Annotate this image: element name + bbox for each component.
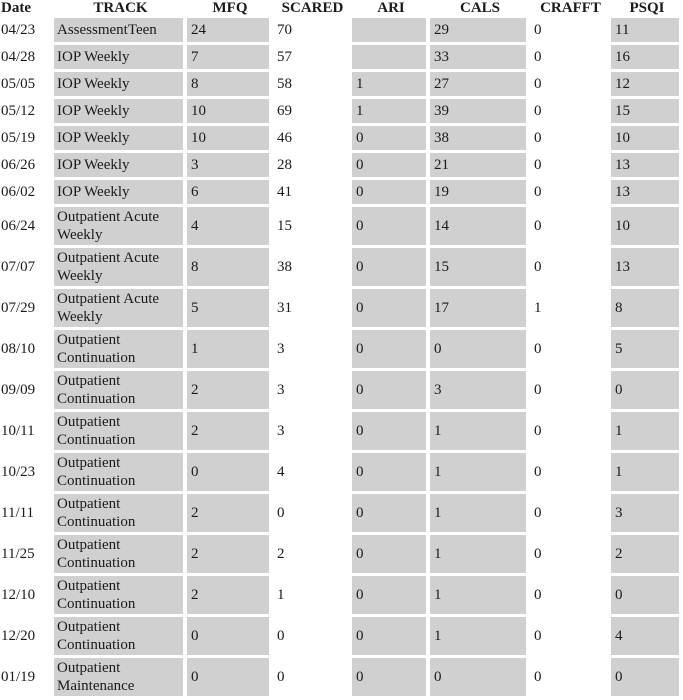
table-cell-ari: 0 (352, 126, 430, 153)
table-cell-cals: 17 (430, 289, 530, 330)
table-cell-crafft: 0 (530, 248, 611, 289)
table-cell-scared: 3 (273, 412, 352, 453)
table-cell-scared: 58 (273, 72, 352, 99)
table-cell-cals: 14 (430, 207, 530, 248)
table-cell-psqi: 8 (611, 289, 683, 330)
table-cell-psqi: 1 (611, 412, 683, 453)
table-cell-ari: 1 (352, 99, 430, 126)
table-cell-mfq: 0 (187, 617, 273, 658)
table-cell-crafft: 1 (530, 289, 611, 330)
table-cell-psqi: 3 (611, 494, 683, 535)
table-cell-mfq: 8 (187, 72, 273, 99)
table-cell-scared: 28 (273, 153, 352, 180)
table-cell-cals: 0 (430, 658, 530, 696)
table-cell-track: Outpatient Maintenance (54, 658, 187, 696)
table-cell-mfq: 3 (187, 153, 273, 180)
table-row (0, 45, 683, 72)
table-cell-crafft: 0 (530, 72, 611, 99)
table-cell-track: IOP Weekly (54, 180, 187, 207)
table-cell-date: 07/29 (0, 289, 54, 330)
column-header-track: TRACK (93, 0, 148, 16)
table-header (0, 0, 683, 18)
table-cell-cals: 15 (430, 248, 530, 289)
table-cell-track: Outpatient Continuation (54, 453, 187, 494)
table-cell-track: IOP Weekly (54, 99, 187, 126)
table-cell-track: Outpatient Acute Weekly (54, 248, 187, 289)
table-cell-psqi: 0 (611, 371, 683, 412)
table-row (0, 330, 683, 371)
table-cell-ari: 0 (352, 576, 430, 617)
table-cell-date: 10/23 (0, 453, 54, 494)
table-cell-date: 09/09 (0, 371, 54, 412)
table-cell-date: 10/11 (0, 412, 54, 453)
table-cell-ari (352, 18, 430, 45)
table-cell-psqi: 13 (611, 153, 683, 180)
table-cell-crafft: 0 (530, 18, 611, 45)
table-cell-mfq: 0 (187, 658, 273, 696)
table-cell-scared: 1 (273, 576, 352, 617)
table-cell-psqi: 12 (611, 72, 683, 99)
table-cell-cals: 39 (430, 99, 530, 126)
table-cell-track: Outpatient Continuation (54, 576, 187, 617)
table-cell-date: 06/26 (0, 153, 54, 180)
table-cell-crafft: 0 (530, 617, 611, 658)
table-cell-ari: 0 (352, 658, 430, 696)
table-cell-psqi: 1 (611, 453, 683, 494)
table-cell-track: Outpatient Continuation (54, 412, 187, 453)
table-cell-ari (352, 45, 430, 72)
column-header-psqi: PSQI (629, 0, 665, 16)
table-cell-crafft: 0 (530, 371, 611, 412)
table-cell-scared: 46 (273, 126, 352, 153)
table-cell-cals: 1 (430, 494, 530, 535)
table-cell-track: IOP Weekly (54, 45, 187, 72)
table-cell-scared: 0 (273, 617, 352, 658)
table-row (0, 126, 683, 153)
table-cell-track: Outpatient Acute Weekly (54, 207, 187, 248)
table-cell-date: 05/19 (0, 126, 54, 153)
table-row (0, 72, 683, 99)
table-cell-cals: 1 (430, 576, 530, 617)
table-cell-date: 05/12 (0, 99, 54, 126)
table-cell-mfq: 24 (187, 18, 273, 45)
table-cell-crafft: 0 (530, 153, 611, 180)
table-cell-mfq: 10 (187, 126, 273, 153)
table-row (0, 248, 683, 289)
table-cell-date: 04/23 (0, 18, 54, 45)
table-cell-mfq: 2 (187, 412, 273, 453)
table-cell-date: 11/25 (0, 535, 54, 576)
column-header-date: Date (1, 0, 31, 16)
table-row (0, 289, 683, 330)
table-cell-ari: 0 (352, 617, 430, 658)
table-cell-cals: 1 (430, 412, 530, 453)
column-header-crafft: CRAFFT (540, 0, 601, 16)
table-cell-psqi: 10 (611, 126, 683, 153)
column-header-cals: CALS (459, 0, 500, 16)
table-cell-crafft: 0 (530, 412, 611, 453)
table-cell-ari: 0 (352, 153, 430, 180)
table-body (0, 18, 683, 696)
table-cell-psqi: 4 (611, 617, 683, 658)
table-cell-date: 12/10 (0, 576, 54, 617)
table-cell-psqi: 0 (611, 576, 683, 617)
table-cell-cals: 38 (430, 126, 530, 153)
table-cell-track: Outpatient Continuation (54, 371, 187, 412)
table-cell-ari: 0 (352, 180, 430, 207)
table-cell-track: Outpatient Continuation (54, 617, 187, 658)
table-cell-track: Outpatient Continuation (54, 535, 187, 576)
table-cell-psqi: 0 (611, 658, 683, 696)
table-cell-ari: 0 (352, 371, 430, 412)
table-cell-psqi: 10 (611, 207, 683, 248)
table-cell-ari: 0 (352, 535, 430, 576)
table-row (0, 617, 683, 658)
table-cell-mfq: 4 (187, 207, 273, 248)
table-cell-track: IOP Weekly (54, 72, 187, 99)
table-cell-scared: 57 (273, 45, 352, 72)
table-cell-psqi: 5 (611, 330, 683, 371)
table-cell-track: AssessmentTeen (54, 18, 187, 45)
table-cell-mfq: 7 (187, 45, 273, 72)
table-cell-crafft: 0 (530, 180, 611, 207)
table-cell-cals: 29 (430, 18, 530, 45)
table-row (0, 207, 683, 248)
table-cell-scared: 69 (273, 99, 352, 126)
table-cell-crafft: 0 (530, 330, 611, 371)
table-cell-mfq: 2 (187, 535, 273, 576)
table-cell-scared: 3 (273, 330, 352, 371)
table-cell-cals: 1 (430, 453, 530, 494)
table-cell-date: 11/11 (0, 494, 54, 535)
table-cell-ari: 0 (352, 207, 430, 248)
table-cell-ari: 0 (352, 248, 430, 289)
table-row (0, 576, 683, 617)
table-row (0, 371, 683, 412)
table-cell-scared: 70 (273, 18, 352, 45)
table-cell-date: 07/07 (0, 248, 54, 289)
table-row (0, 412, 683, 453)
table-row (0, 535, 683, 576)
table-cell-scared: 3 (273, 371, 352, 412)
table-cell-ari: 0 (352, 453, 430, 494)
table-cell-cals: 33 (430, 45, 530, 72)
table-cell-ari: 0 (352, 494, 430, 535)
table-row (0, 453, 683, 494)
table-cell-date: 04/28 (0, 45, 54, 72)
table-cell-mfq: 1 (187, 330, 273, 371)
column-header-ari: ARI (377, 0, 405, 16)
table-cell-psqi: 13 (611, 180, 683, 207)
table-cell-mfq: 0 (187, 453, 273, 494)
table-cell-crafft: 0 (530, 453, 611, 494)
table-cell-scared: 15 (273, 207, 352, 248)
table-cell-mfq: 6 (187, 180, 273, 207)
table-cell-crafft: 0 (530, 535, 611, 576)
table-cell-date: 08/10 (0, 330, 54, 371)
table-cell-scared: 2 (273, 535, 352, 576)
table-cell-scared: 41 (273, 180, 352, 207)
table-cell-ari: 0 (352, 412, 430, 453)
table-cell-mfq: 2 (187, 494, 273, 535)
table-cell-ari: 0 (352, 330, 430, 371)
table-cell-crafft: 0 (530, 45, 611, 72)
table-cell-track: Outpatient Acute Weekly (54, 289, 187, 330)
table-cell-mfq: 8 (187, 248, 273, 289)
table-row (0, 18, 683, 45)
column-header-mfq: MFQ (212, 0, 248, 16)
table-cell-date: 01/19 (1, 669, 36, 685)
table-cell-mfq: 10 (187, 99, 273, 126)
table-cell-date: 12/20 (0, 617, 54, 658)
header-row (0, 0, 683, 18)
table-cell-mfq: 2 (187, 576, 273, 617)
table-cell-crafft: 0 (530, 576, 611, 617)
table-cell-scared: 38 (273, 248, 352, 289)
table-cell-psqi: 16 (611, 45, 683, 72)
table-cell-crafft: 0 (530, 99, 611, 126)
table-cell-cals: 3 (430, 371, 530, 412)
table-cell-cals: 21 (430, 153, 530, 180)
table-cell-track: IOP Weekly (54, 126, 187, 153)
table-row (0, 658, 683, 696)
table-row (0, 180, 683, 207)
table-cell-psqi: 15 (611, 99, 683, 126)
table-cell-psqi: 13 (611, 248, 683, 289)
table-cell-scared: 31 (273, 289, 352, 330)
table-cell-track: IOP Weekly (54, 153, 187, 180)
table-row (0, 99, 683, 126)
table-cell-track: Outpatient Continuation (54, 494, 187, 535)
table-cell-scared: 0 (273, 494, 352, 535)
table-cell-psqi: 11 (611, 18, 683, 45)
table-cell-cals: 27 (430, 72, 530, 99)
table-cell-cals: 1 (430, 535, 530, 576)
table-row (0, 494, 683, 535)
table-cell-mfq: 2 (187, 371, 273, 412)
table-cell-track: Outpatient Continuation (54, 330, 187, 371)
table-cell-scared: 0 (273, 658, 352, 696)
table-cell-crafft: 0 (530, 126, 611, 153)
table-cell-crafft: 0 (530, 207, 611, 248)
table-cell-crafft: 0 (530, 658, 611, 696)
table-cell-cals: 0 (430, 330, 530, 371)
table-cell-psqi: 2 (611, 535, 683, 576)
table-cell-ari: 1 (352, 72, 430, 99)
table-cell-ari: 0 (352, 289, 430, 330)
table-cell-cals: 19 (430, 180, 530, 207)
table-cell-scared: 4 (273, 453, 352, 494)
table-cell-date: 05/05 (0, 72, 54, 99)
table-row (0, 153, 683, 180)
table-cell-crafft: 0 (530, 494, 611, 535)
table-cell-date: 06/24 (0, 207, 54, 248)
table-cell-cals: 1 (430, 617, 530, 658)
table-cell-date: 06/02 (0, 180, 54, 207)
column-header-scared: SCARED (281, 0, 344, 16)
table-cell-mfq: 5 (187, 289, 273, 330)
